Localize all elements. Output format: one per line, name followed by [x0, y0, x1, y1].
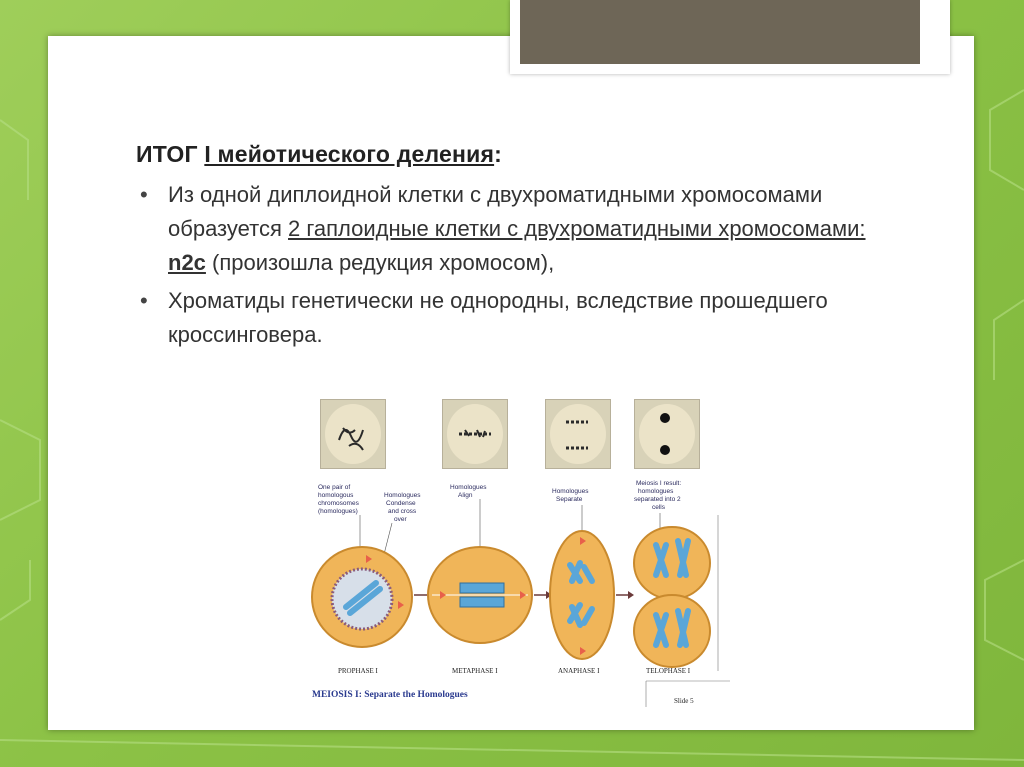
bullet-item-1	[136, 178, 876, 280]
bullet-1-part1: Из одной диплоидной клетки с двухроматидными хромосомами образуется	[168, 182, 823, 241]
arrow-3	[616, 591, 634, 599]
bullet-2-text: Хроматиды генетически не однородны, вследствие прошедшего кроссинговера.	[168, 288, 828, 347]
cells-telophase	[634, 527, 710, 667]
heading-underlined: I мейотического деления	[204, 141, 495, 167]
bullet-dot-icon: •	[140, 182, 148, 207]
stage-anaphase: ANAPHASE I	[558, 667, 600, 675]
slide-number: Slide 5	[674, 697, 694, 705]
heading-prefix: ИТОГ	[136, 141, 205, 167]
meiosis-diagram	[300, 395, 730, 710]
meiosis-figure	[300, 395, 730, 710]
bullet-1-formula: n2c	[168, 250, 206, 275]
bullet-1-part2: (произошла редукция хромосом),	[205, 250, 555, 275]
cell-anaphase	[550, 531, 614, 659]
stage-telophase: TELOPHASE I	[646, 667, 691, 675]
figure-caption: MEIOSIS I: Separate the Homologues	[312, 690, 468, 700]
bullet-dot-icon: •	[140, 288, 148, 313]
label-homologue-pair: One pair of homologous chromosomes (homologues)	[318, 484, 359, 515]
slide-heading	[136, 141, 502, 168]
label-condense: Homologues Condense and cross over	[384, 492, 421, 523]
bullet-item-2	[136, 284, 876, 352]
bullet-list	[136, 178, 876, 356]
title-bar	[520, 0, 920, 64]
cell-prophase	[312, 547, 412, 647]
stage-prophase: PROPHASE I	[338, 667, 378, 675]
stage-metaphase: METAPHASE I	[452, 667, 498, 675]
label-separate: Homologues Separate	[552, 488, 589, 503]
title-tab	[510, 0, 950, 74]
bullet-1-underlined: 2 гаплоидные клетки с двухроматидными хромосомами:	[288, 216, 866, 241]
label-result: Meiosis I result: homologues separated into 2 cells	[634, 480, 682, 511]
label-align: Homologues Align	[450, 484, 487, 499]
cell-metaphase	[428, 547, 532, 643]
heading-suffix: :	[494, 141, 502, 167]
